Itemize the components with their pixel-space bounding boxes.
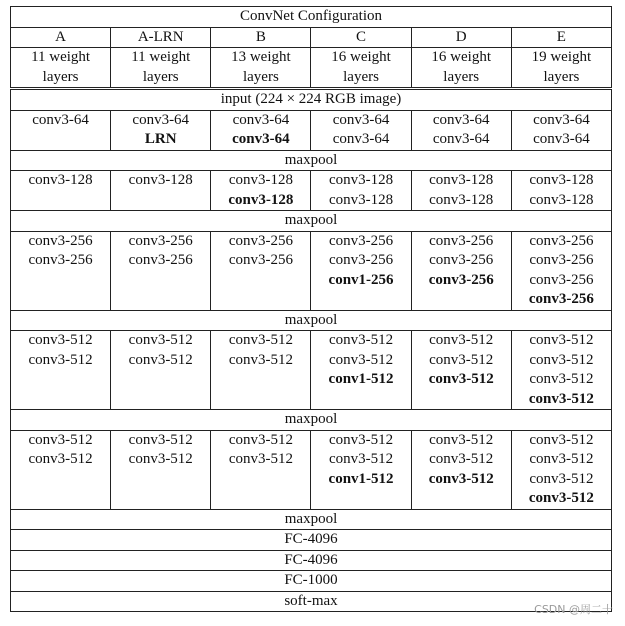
layer-entry: conv3-128 (328, 191, 394, 208)
layer-entry: conv3-512 (228, 451, 293, 467)
layer-entry: conv3-64 (232, 111, 290, 128)
layer-entry: conv3-128 (429, 191, 494, 208)
column-header-b: B (211, 27, 311, 48)
empty-line (11, 489, 110, 509)
layer-entry: conv3-512 (529, 470, 594, 487)
layer-cell-d (411, 231, 511, 310)
empty-line (111, 271, 210, 291)
layer-entry: conv3-512 (328, 431, 394, 448)
layer-entry: conv3-512 (128, 451, 193, 467)
layer-entry: conv3-64 (533, 111, 590, 128)
tail-row-2 (11, 550, 612, 571)
layer-cell-e (511, 171, 611, 211)
weight-layers-e (511, 48, 611, 89)
layer-entry: conv3-256 (529, 232, 594, 249)
layer-entry: conv3-512 (429, 431, 494, 448)
empty-line (11, 290, 110, 310)
layer-entry: conv3-256 (529, 271, 594, 288)
layer-entry: conv3-512 (429, 351, 494, 368)
layer-entry: conv3-256 (529, 252, 594, 268)
empty-line (11, 370, 110, 390)
conv-block-5 (11, 430, 612, 509)
watermark: CSDN @周二十 (534, 603, 613, 616)
layer-cell-a (11, 231, 111, 310)
weight-layers-text: 16 weight (431, 49, 491, 65)
layer-entry: conv3-512 (128, 351, 193, 368)
layer-entry: conv3-512 (228, 351, 293, 368)
layer-entry: conv3-256 (228, 232, 293, 249)
layer-entry: conv3-64 (332, 131, 390, 147)
layer-entry: conv3-512 (429, 332, 494, 348)
layer-entry: conv3-512 (128, 332, 193, 348)
weight-layers-c (311, 48, 411, 89)
layer-cell-a-lrn (111, 231, 211, 310)
weight-layers-text: 13 weight (231, 49, 291, 65)
layer-entry: conv3-128 (28, 172, 93, 188)
layer-entry: conv3-512 (28, 431, 93, 448)
weight-layers-b (211, 48, 311, 89)
layer-entry: conv3-512 (528, 390, 594, 407)
empty-line (211, 370, 310, 390)
layer-entry: conv3-256 (328, 232, 394, 249)
tail-row-2-cell: FC-4096 (11, 550, 612, 571)
layer-entry: conv3-64 (432, 111, 490, 128)
empty-line (211, 271, 310, 291)
layer-cell-e (511, 231, 611, 310)
empty-line (111, 191, 210, 211)
weight-layers-text: layers (343, 68, 379, 85)
maxpool-row-3 (11, 310, 612, 331)
weight-layers-row (11, 48, 612, 89)
weight-layers-text: 19 weight (531, 49, 592, 65)
layer-entry: conv3-512 (529, 371, 594, 387)
conv-block-3 (11, 231, 612, 310)
weight-layers-a (11, 48, 111, 89)
empty-line (111, 290, 210, 310)
empty-line (11, 130, 110, 150)
maxpool-row-2-cell: maxpool (11, 211, 612, 232)
empty-line (412, 290, 511, 310)
layer-entry: conv3-512 (28, 351, 93, 368)
layer-entry: conv3-64 (332, 111, 390, 128)
empty-line (111, 470, 210, 490)
empty-line (412, 390, 511, 410)
layer-entry: conv3-256 (428, 271, 494, 288)
maxpool-row-1-cell: maxpool (11, 150, 612, 171)
layer-entry: conv3-128 (529, 172, 594, 188)
layer-entry: conv3-64 (132, 111, 190, 128)
empty-line (211, 390, 310, 410)
layer-entry: conv3-128 (228, 191, 294, 208)
layer-cell-b (211, 430, 311, 509)
weight-layers-text: layers (543, 68, 580, 85)
empty-line (211, 290, 310, 310)
empty-line (11, 191, 110, 211)
layer-entry: conv3-64 (533, 131, 590, 147)
layer-entry: conv3-512 (529, 332, 594, 348)
layer-entry: conv1-512 (328, 470, 394, 487)
layer-entry: conv3-256 (228, 252, 293, 268)
empty-line (111, 489, 210, 509)
empty-line (211, 470, 310, 490)
column-header-row (11, 27, 612, 48)
layer-cell-c (311, 331, 411, 410)
layer-cell-e (511, 430, 611, 509)
layer-entry: conv3-128 (429, 172, 494, 188)
tail-row-3-cell: FC-1000 (11, 571, 612, 592)
column-header-c: C (311, 27, 411, 48)
layer-entry: conv3-256 (528, 291, 594, 307)
layer-entry: conv3-256 (128, 232, 193, 249)
layer-entry: conv3-256 (328, 252, 394, 268)
layer-cell-a-lrn (111, 331, 211, 410)
layer-cell-b (211, 110, 311, 150)
layer-cell-d (411, 171, 511, 211)
layer-entry: conv3-512 (429, 451, 494, 467)
layer-entry: conv3-256 (28, 232, 93, 249)
layer-entry: conv3-512 (428, 371, 494, 387)
layer-cell-e (511, 331, 611, 410)
maxpool-row-5 (11, 509, 612, 530)
layer-entry: conv3-128 (328, 172, 394, 188)
column-header-e: E (511, 27, 611, 48)
column-header-d: D (411, 27, 511, 48)
layer-entry: conv3-128 (529, 191, 594, 208)
maxpool-row-1 (11, 150, 612, 171)
conv-block-2 (11, 171, 612, 211)
layer-entry: conv3-512 (28, 332, 93, 348)
maxpool-row-3-cell: maxpool (11, 310, 612, 331)
layer-entry: conv3-512 (529, 431, 594, 448)
layer-entry: conv3-128 (228, 172, 293, 188)
table-title (11, 7, 612, 28)
layer-cell-c (311, 430, 411, 509)
table-title-cell: ConvNet Configuration (11, 7, 612, 28)
layer-cell-d (411, 331, 511, 410)
column-header-a-lrn: A-LRN (111, 27, 211, 48)
layer-cell-a-lrn (111, 430, 211, 509)
layer-cell-a (11, 430, 111, 509)
layer-entry: conv3-128 (128, 172, 193, 188)
tail-row-4 (11, 591, 612, 612)
layer-entry: conv3-64 (232, 131, 290, 147)
empty-line (211, 489, 310, 509)
column-header-a: A (11, 27, 111, 48)
layer-entry: conv3-512 (529, 451, 594, 467)
tail-row-1 (11, 530, 612, 551)
layer-entry: conv1-256 (328, 271, 394, 288)
layer-cell-e (511, 110, 611, 150)
empty-line (412, 489, 511, 509)
maxpool-row-2 (11, 211, 612, 232)
weight-layers-text: layers (142, 68, 179, 85)
empty-line (311, 489, 410, 509)
layer-cell-b (211, 331, 311, 410)
layer-entry: conv3-512 (328, 351, 394, 368)
layer-entry: conv3-256 (429, 252, 494, 268)
layer-cell-d (411, 110, 511, 150)
layer-cell-c (311, 110, 411, 150)
layer-cell-b (211, 231, 311, 310)
layer-cell-b (211, 171, 311, 211)
tail-row-3 (11, 571, 612, 592)
layer-cell-c (311, 231, 411, 310)
maxpool-row-5-cell: maxpool (11, 509, 612, 530)
weight-layers-text: 11 weight (31, 49, 91, 65)
layer-entry: conv3-512 (228, 431, 293, 448)
layer-cell-a-lrn (111, 171, 211, 211)
empty-line (111, 370, 210, 390)
layer-entry: conv3-256 (28, 252, 93, 268)
layer-entry: conv3-512 (428, 470, 494, 487)
maxpool-row-4 (11, 410, 612, 431)
empty-line (11, 271, 110, 291)
input-row (11, 89, 612, 111)
layer-entry: conv3-512 (328, 451, 394, 467)
weight-layers-a-lrn (111, 48, 211, 89)
convnet-configuration-table (10, 6, 612, 612)
conv-block-1 (11, 110, 612, 150)
layer-cell-a (11, 110, 111, 150)
layer-entry: conv3-256 (429, 232, 494, 249)
layer-entry: LRN (144, 131, 177, 147)
empty-line (11, 470, 110, 490)
empty-line (11, 390, 110, 410)
weight-layers-text: layers (242, 68, 279, 85)
layer-entry: conv3-512 (228, 332, 293, 348)
empty-line (311, 290, 410, 310)
conv-block-4 (11, 331, 612, 410)
weight-layers-text: layers (443, 68, 480, 85)
weight-layers-text: 16 weight (331, 49, 391, 65)
layer-cell-a (11, 171, 111, 211)
weight-layers-d (411, 48, 511, 89)
weight-layers-text: layers (42, 68, 79, 85)
layer-entry: conv3-512 (529, 351, 594, 368)
empty-line (111, 390, 210, 410)
layer-entry: conv3-64 (432, 131, 490, 147)
layer-cell-a (11, 331, 111, 410)
input-row-cell: input (224 × 224 RGB image) (11, 89, 612, 111)
maxpool-row-4-cell: maxpool (11, 410, 612, 431)
layer-entry: conv3-512 (328, 332, 394, 348)
layer-cell-a-lrn (111, 110, 211, 150)
tail-row-4-cell: soft-max (11, 591, 612, 612)
tail-row-1-cell: FC-4096 (11, 530, 612, 551)
weight-layers-text: 11 weight (131, 49, 191, 65)
layer-entry: conv1-512 (328, 371, 394, 387)
layer-entry: conv3-512 (28, 451, 93, 467)
layer-cell-d (411, 430, 511, 509)
layer-entry: conv3-512 (528, 490, 594, 506)
layer-entry: conv3-64 (32, 111, 89, 128)
layer-entry: conv3-256 (128, 252, 193, 268)
empty-line (311, 390, 410, 410)
layer-cell-c (311, 171, 411, 211)
layer-entry: conv3-512 (128, 431, 193, 448)
